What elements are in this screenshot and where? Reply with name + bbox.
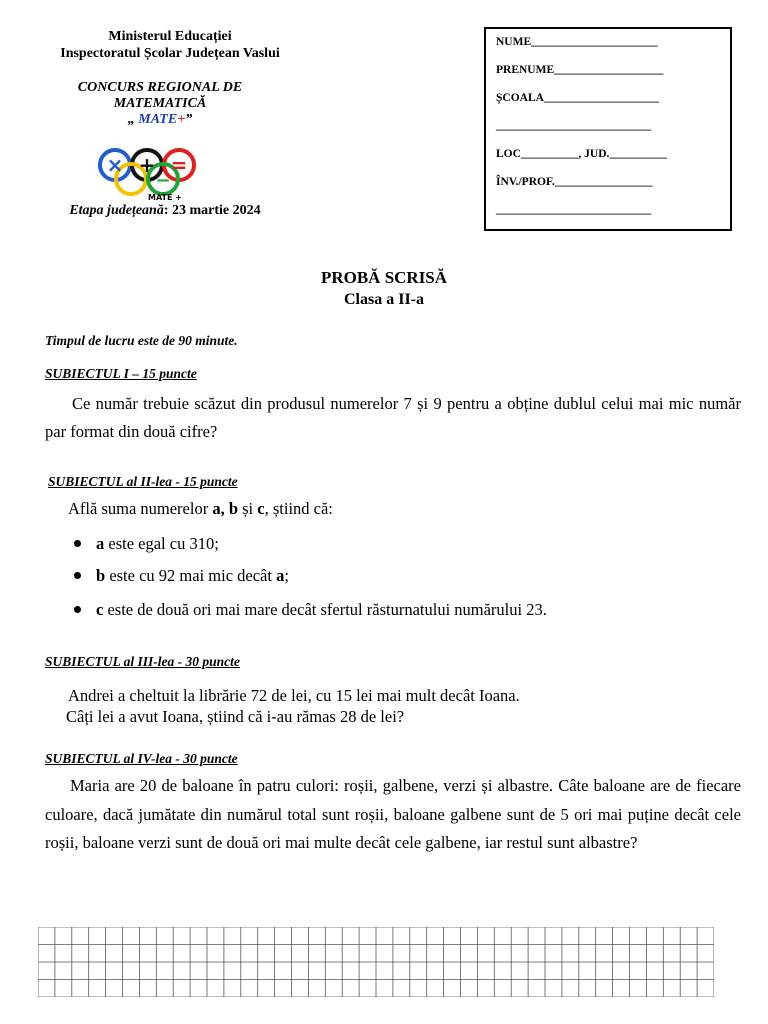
locality-county-field[interactable]: LOC__________, JUD.__________ <box>496 148 667 160</box>
subject-3-heading: SUBIECTUL al III-lea - 30 puncte <box>45 654 240 669</box>
contest-line-2: MATEMATICĂ <box>113 96 207 111</box>
list-item: c este de două ori mai mare decât sfertul răsturnatului numărului 23. <box>74 600 547 620</box>
teacher-field[interactable]: ÎNV./PROF._________________ <box>496 176 653 188</box>
mate-plus-logo <box>95 146 215 202</box>
answer-grid[interactable] <box>38 927 714 997</box>
contest-line-1: CONCURS REGIONAL DE <box>77 80 243 95</box>
surname-field[interactable]: PRENUME___________________ <box>496 64 664 76</box>
student-info-box <box>484 27 732 231</box>
extra-field[interactable]: ___________________________ <box>496 204 652 216</box>
subject-3-line-2: Câți lei a avut Ioana, știind că i-au rămas 28 de lei? <box>66 707 405 726</box>
exam-title: PROBĂ SCRISĂ <box>320 268 448 287</box>
subject-3-line-1: Andrei a cheltuit la librărie 72 de lei, cu 15 lei mai mult decât Ioana. <box>68 686 520 705</box>
header-institution <box>20 28 320 62</box>
bullet-icon <box>74 606 81 613</box>
exam-class: Clasa a II-a <box>343 291 424 308</box>
subject-2-intro: Află suma numerelor a, b și c, știind că: <box>68 499 333 518</box>
subject-1-text: Ce număr trebuie scăzut din produsul numerelor 7 și 9 pentru a obține dublul celui mai mic număr par format din două cifre? <box>45 394 741 441</box>
svg-text:+: + <box>138 153 156 177</box>
bullet-icon <box>74 540 81 547</box>
svg-text:−: − <box>155 170 171 191</box>
list-item: a este egal cu 310; <box>74 534 219 554</box>
bullet-icon <box>74 572 81 579</box>
subject-2-heading: SUBIECTUL al II-lea - 15 puncte <box>48 474 238 489</box>
subject-4-text: Maria are 20 de baloane în patru culori: roșii, galbene, verzi și albastre. Câte baloane are de fiecare culoare, dacă jumătate din numărul total sunt roșii, baloane galbene sunt de 5 ori mai puține decât cele roșii, baloane verzi sunt de două ori mai multe decât cele galbene, iar restul sunt albastre? <box>45 776 741 852</box>
subject-4-heading: SUBIECTUL al IV-lea - 30 puncte <box>45 751 238 766</box>
inspectorate-name: Inspectoratul Școlar Județean Vaslui <box>60 46 280 61</box>
logo-caption: MATE + <box>148 193 182 202</box>
time-note: Timpul de lucru este de 90 minute. <box>45 333 238 348</box>
school-field-extra[interactable]: ___________________________ <box>496 120 652 132</box>
svg-text:×: × <box>106 153 124 177</box>
contest-name: „ MATE+” <box>127 112 193 127</box>
contest-title <box>40 80 280 128</box>
svg-text:=: = <box>170 153 188 177</box>
school-field[interactable]: ȘCOALA____________________ <box>496 92 659 104</box>
etapa-line: Etapa județeană: 23 martie 2024 <box>69 203 261 218</box>
ministry-name: Ministerul Educației <box>108 29 232 44</box>
list-item: b este cu 92 mai mic decât a; <box>74 566 289 586</box>
name-field[interactable]: NUME______________________ <box>496 36 658 48</box>
subject-1-heading: SUBIECTUL I – 15 puncte <box>45 366 197 381</box>
